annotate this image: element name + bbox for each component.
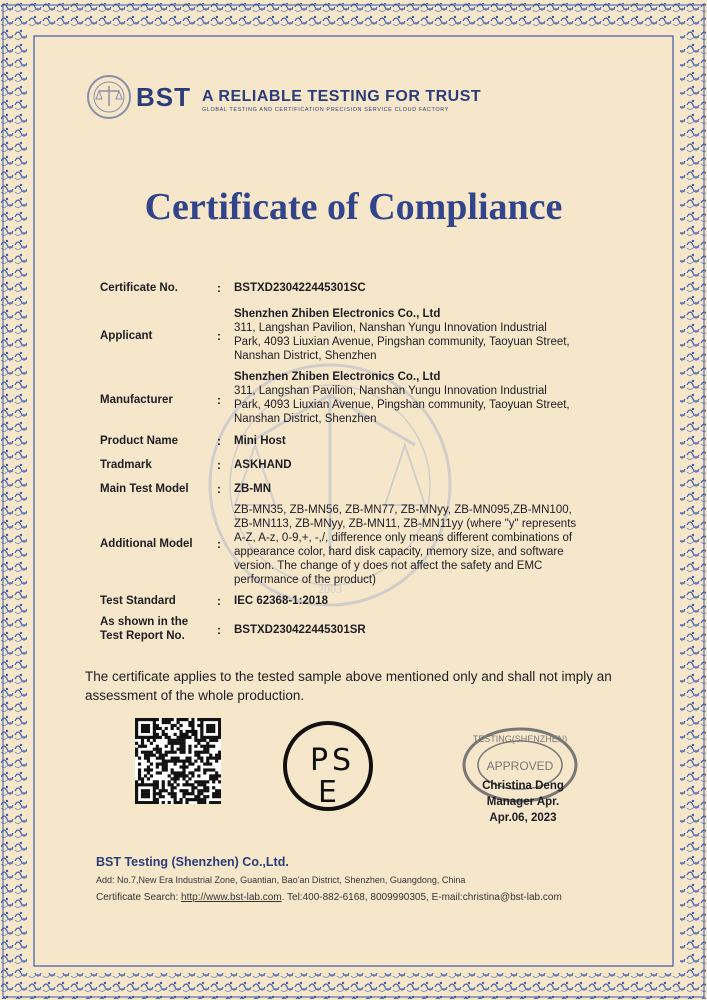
additional-model-line: performance of the product) xyxy=(234,574,376,586)
test-standard-label: Test Standard xyxy=(100,595,176,607)
certificate-no-label: Certificate No. xyxy=(100,282,178,294)
pse-letter-e: E xyxy=(318,775,337,810)
manufacturer-label: Manufacturer xyxy=(100,394,173,406)
stamp-top-text: TESTING(SHENZHEN) xyxy=(472,734,568,744)
additional-model-value xyxy=(234,503,619,587)
test-report-label xyxy=(100,615,188,643)
additional-model-line: appearance color, hard disk capacity, memory size, and software xyxy=(234,546,564,558)
footer-address: Add: No.7,New Era Industrial Zone, Guantian, Bao'an District, Shenzhen, Guangdong, China xyxy=(96,875,466,885)
qr-code-icon[interactable] xyxy=(135,718,221,804)
test-standard-value: IEC 62368-1:2018 xyxy=(234,595,328,607)
signature-date: Apr.06, 2023 xyxy=(489,812,557,824)
signer-title: Manager Apr. xyxy=(486,796,560,808)
certificate-no-value: BSTXD230422445301SC xyxy=(234,282,366,294)
manufacturer-address-line: Park, 4093 Liuxian Avenue, Pingshan community, Taoyuan Street, xyxy=(234,399,570,411)
manufacturer-company: Shenzhen Zhiben Electronics Co., Ltd xyxy=(234,371,441,383)
additional-model-label: Additional Model xyxy=(100,538,193,550)
header xyxy=(86,74,526,122)
colon: : xyxy=(217,458,221,472)
certificate-title: Certificate of Compliance xyxy=(144,186,563,228)
applicant-address-line: Nanshan District, Shenzhen xyxy=(234,350,377,362)
trademark-value: ASKHAND xyxy=(234,459,292,471)
applicant-address-line: 311, Langshan Pavilion, Nanshan Yungu Innovation Industrial xyxy=(234,322,547,334)
test-report-label-line: Test Report No. xyxy=(100,630,185,642)
footer-company: BST Testing (Shenzhen) Co.,Ltd. xyxy=(96,855,289,869)
product-name-label: Product Name xyxy=(100,435,178,447)
brand-subtagline: GLOBAL TESTING AND CERTIFICATION PRECISION SERVICE CLOUD FACTORY xyxy=(202,107,449,113)
main-test-model-label: Main Test Model xyxy=(100,483,189,495)
additional-model-line: A-Z, A-z, 0-9,+, -,/, difference only means different combinations of xyxy=(234,532,573,544)
brand-tagline: A RELIABLE TESTING FOR TRUST xyxy=(202,88,482,105)
signature-block xyxy=(468,778,578,826)
watermark-year: 2003 xyxy=(318,582,342,596)
test-report-value: BSTXD230422445301SR xyxy=(234,624,366,636)
colon: : xyxy=(217,434,221,448)
manufacturer-value xyxy=(234,370,619,426)
search-label: Certificate Search: xyxy=(96,892,182,903)
colon: : xyxy=(217,281,221,295)
additional-model-line: version. The change of y does not affect the safety and EMC xyxy=(234,560,543,572)
trademark-label: Tradmark xyxy=(100,459,152,471)
colon: : xyxy=(217,623,221,637)
pse-letter-s: S xyxy=(332,743,352,778)
pse-letter-p: P xyxy=(310,743,329,778)
certificate-statement: The certificate applies to the tested sample above mentioned only and shall not imply an assessment of the whole production. xyxy=(85,669,612,703)
colon: : xyxy=(217,393,221,407)
applicant-address-line: Park, 4093 Liuxian Avenue, Pingshan community, Taoyuan Street, xyxy=(234,336,570,348)
manufacturer-address-line: Nanshan District, Shenzhen xyxy=(234,413,377,425)
applicant-company: Shenzhen Zhiben Electronics Co., Ltd xyxy=(234,308,441,320)
brand-name: BST xyxy=(136,82,191,112)
website-link[interactable]: http://www.bst-lab.com xyxy=(181,892,282,903)
additional-model-line: ZB-MN113, ZB-MNyy, ZB-MN11, ZB-MN11yy (where "y" represents xyxy=(234,518,577,530)
stamp-center-text: APPROVED xyxy=(486,759,554,773)
bst-logo-icon xyxy=(86,74,132,120)
footer-search xyxy=(96,892,562,903)
applicant-label: Applicant xyxy=(100,330,153,342)
main-test-model-value: ZB-MN xyxy=(234,483,272,495)
colon: : xyxy=(217,537,221,551)
product-name-value: Mini Host xyxy=(234,435,286,447)
contact-info: . Tel:400-882-6168, 8009990305, E-mail:christina@bst-lab.com xyxy=(281,892,562,903)
additional-model-line: ZB-MN35, ZB-MN56, ZB-MN77, ZB-MNyy, ZB-MN095,ZB-MN100, xyxy=(234,504,572,516)
colon: : xyxy=(217,329,221,343)
test-report-label-line: As shown in the xyxy=(100,616,189,628)
applicant-value xyxy=(234,307,619,363)
colon: : xyxy=(217,594,221,608)
signer-name: Christina Deng xyxy=(482,780,564,792)
manufacturer-address-line: 311, Langshan Pavilion, Nanshan Yungu Innovation Industrial xyxy=(234,385,547,397)
pse-mark-icon xyxy=(282,720,374,812)
colon: : xyxy=(217,482,221,496)
